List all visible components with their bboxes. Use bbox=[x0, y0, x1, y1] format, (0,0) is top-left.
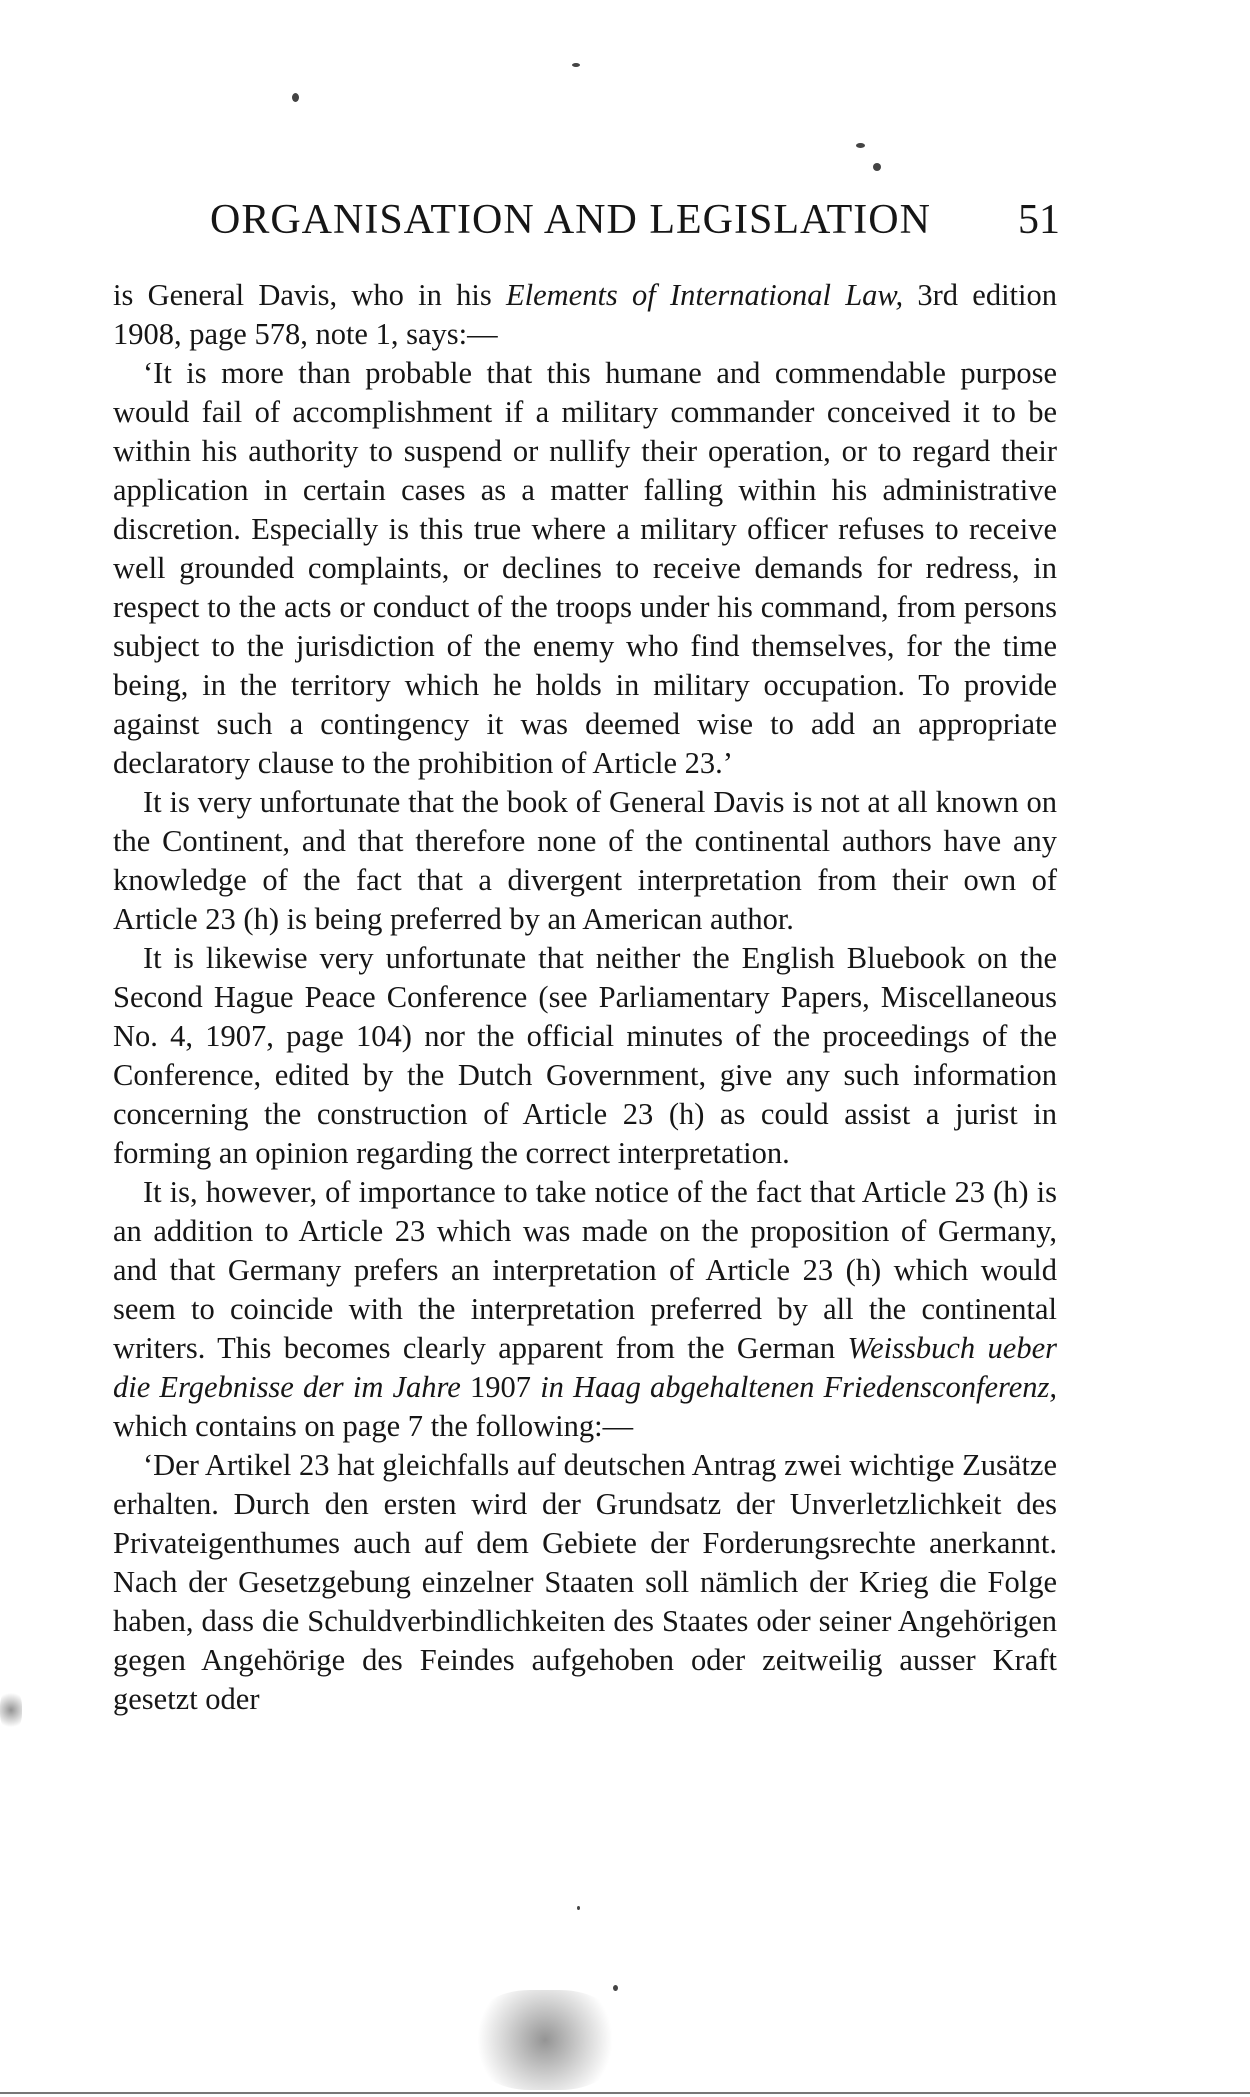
page-number: 51 bbox=[1018, 197, 1060, 243]
book-title: in Haag abgehaltenen Friedensconferenz, bbox=[540, 1370, 1058, 1404]
book-title: Weissbuch ueber die Ergebnisse der im Jahre bbox=[113, 1331, 1058, 1404]
text-run: is General Davis, who in his bbox=[113, 278, 506, 312]
quotation: ‘It is more than probable that this humane and commendable purpose would fail of accomplishment if a military commander conceived it to be within his authority to suspend or nullify their operation, or to regard their application in certain cases as a matter falling within his administrative discretion. Especially is this true where a military officer refuses to receive well grounded complaints, or declines to receive demands for redress, in respect to the acts or conduct of the troops under his command, from persons subject to the jurisdiction of the enemy who find themselves, for the time being, in the territory which he holds in military occupation. To provide against such a contingency it was deemed wise to add an appropriate declaratory clause to the prohibition of Article 23.’ bbox=[113, 356, 1057, 780]
book-title: Elements of International Law, bbox=[505, 278, 904, 312]
scan-speck bbox=[572, 63, 580, 67]
text-run: which contains on page 7 the following:— bbox=[113, 1409, 634, 1443]
text-run: 3rd edition 1908, page 578, note 1, says:— bbox=[113, 278, 1057, 351]
running-head: ORGANISATION AND LEGISLATION bbox=[210, 197, 931, 243]
text-run: It is, however, of importance to take notice of the fact that Article 23 (h) is an addition to Article 23 which was made on the proposition of Germany, and that Germany prefers an interpretation of Article 23 (h) which would seem to coincide with the interpretation preferred by all the continental writers. This becomes clearly apparent from the German bbox=[113, 1175, 1057, 1365]
scan-speck bbox=[856, 143, 865, 148]
paragraph: It is likewise very unfortunate that neither the English Bluebook on the Second Hague Peace Conference (see Parliamentary Papers, Miscellaneous No. 4, 1907, page 104) nor the official minutes of the proceedings of the Conference, edited by the Dutch Government, give any such information concerning the construction of Article 23 (h) as could assist a jurist in forming an opinion regarding the correct interpretation. bbox=[113, 941, 1057, 1170]
scan-smudge bbox=[470, 1990, 620, 2090]
scan-edge bbox=[0, 2092, 1250, 2094]
body-text bbox=[113, 276, 1057, 1719]
paragraph bbox=[113, 276, 1057, 354]
paragraph bbox=[113, 1173, 1057, 1446]
scan-speck bbox=[613, 1985, 618, 1991]
scan-smudge bbox=[0, 1690, 22, 1730]
paragraph: It is very unfortunate that the book of General Davis is not at all known on the Continent, and that therefore none of the continental authors have any knowledge of the fact that a divergent interpretation from their own of Article 23 (h) is being preferred by an American author. bbox=[113, 785, 1057, 936]
german-quotation: ‘Der Artikel 23 hat gleichfalls auf deutschen Antrag zwei wichtige Zusätze erhalten. Durch den ersten wird der Grundsatz der Unverletzlichkeit des Privateigenthumes auch auf dem Gebiete der Forderungsrechte anerkannt. Nach der Gesetzgebung einzelner Staaten soll nämlich der Krieg die Folge haben, dass die Schuldverbindlichkeiten des Staates oder seiner Angehörigen gegen Angehörige des Feindes aufgehoben oder zeitweilig ausser Kraft gesetzt oder bbox=[113, 1448, 1057, 1716]
text-run: 1907 bbox=[460, 1370, 541, 1404]
scan-speck bbox=[873, 163, 881, 171]
scan-speck bbox=[292, 93, 299, 102]
page-header bbox=[210, 196, 1060, 256]
scan-speck bbox=[577, 1906, 580, 1910]
